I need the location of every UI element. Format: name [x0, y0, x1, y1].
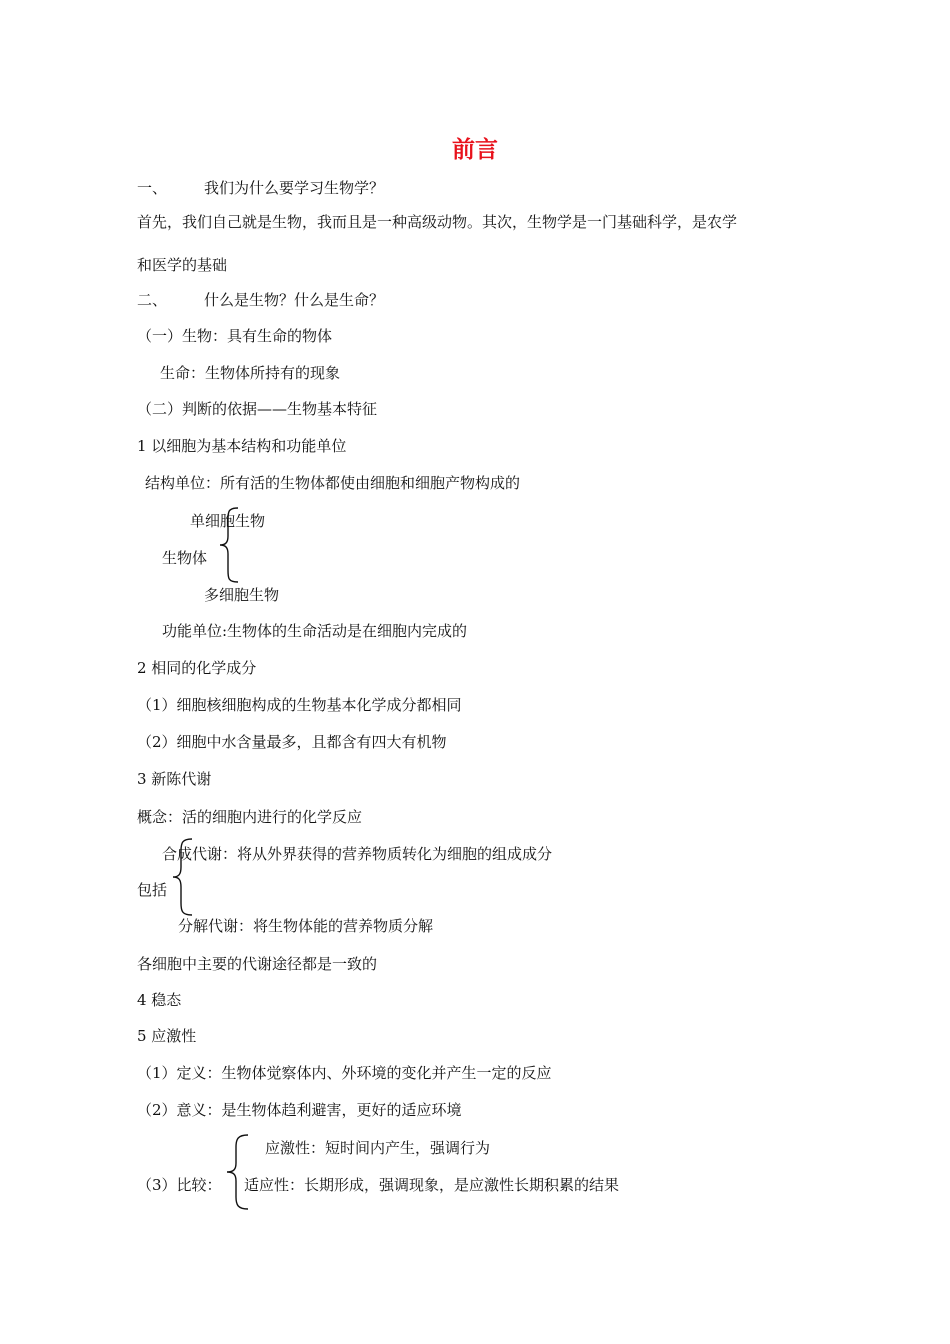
question-1-number: 一、	[137, 179, 168, 197]
answer-1-line-1: 首先，我们自己就是生物，我而且是一种高级动物。其次，生物学是一门基础科学，是农学	[137, 213, 738, 231]
feature-4-heading: 4 稳态	[137, 991, 182, 1009]
feature-2-heading: 2 相同的化学成分	[137, 659, 257, 677]
unicellular-label: 单细胞生物	[190, 512, 266, 530]
question-1-text: 我们为什么要学习生物学？	[204, 179, 385, 197]
brace-icon	[170, 837, 194, 917]
includes-label: 包括	[137, 881, 168, 899]
feature-1-structure: 结构单位：所有活的生物体都使由细胞和细胞产物构成的	[145, 474, 521, 492]
page-title: 前言	[452, 137, 498, 163]
feature-3-note: 各细胞中主要的代谢途径都是一致的	[137, 955, 378, 973]
feature-5-definition: （1）定义：生物体觉察体内、外环境的变化并产生一定的反应	[137, 1064, 552, 1082]
feature-2-item-1: （1）细胞核细胞构成的生物基本化学成分都相同	[137, 696, 462, 714]
question-2-number: 二、	[137, 291, 168, 309]
answer-1-line-2: 和医学的基础	[137, 256, 228, 274]
basis-heading: （二）判断的依据——生物基本特征	[137, 400, 378, 418]
irritability-label: 应激性：短时间内产生，强调行为	[265, 1139, 491, 1157]
feature-2-item-2: （2）细胞中水含量最多，且都含有四大有机物	[137, 733, 447, 751]
feature-1-function: 功能单位:生物体的生命活动是在细胞内完成的	[162, 622, 468, 640]
anabolism-label: 合成代谢：将从外界获得的营养物质转化为细胞的组成成分	[162, 845, 553, 863]
feature-3-heading: 3 新陈代谢	[137, 770, 212, 788]
feature-5-meaning: （2）意义：是生物体趋利避害，更好的适应环境	[137, 1101, 462, 1119]
comparison-label: （3）比较：	[137, 1176, 222, 1194]
adaptability-label: 适应性：长期形成，强调现象，是应激性长期积累的结果	[244, 1176, 620, 1194]
question-2-text: 什么是生物？什么是生命？	[204, 291, 385, 309]
definition-life: 生命：生物体所持有的现象	[160, 364, 341, 382]
definition-organism: （一）生物：具有生命的物体	[137, 327, 333, 345]
feature-3-concept: 概念：活的细胞内进行的化学反应	[137, 808, 363, 826]
multicellular-label: 多细胞生物	[204, 586, 280, 604]
feature-1-heading: 1 以细胞为基本结构和功能单位	[137, 437, 347, 455]
brace-icon	[218, 506, 240, 584]
catabolism-label: 分解代谢：将生物体能的营养物质分解	[178, 917, 434, 935]
feature-5-heading: 5 应激性	[137, 1027, 197, 1045]
brace-icon	[224, 1133, 250, 1211]
organism-label: 生物体	[162, 549, 208, 567]
